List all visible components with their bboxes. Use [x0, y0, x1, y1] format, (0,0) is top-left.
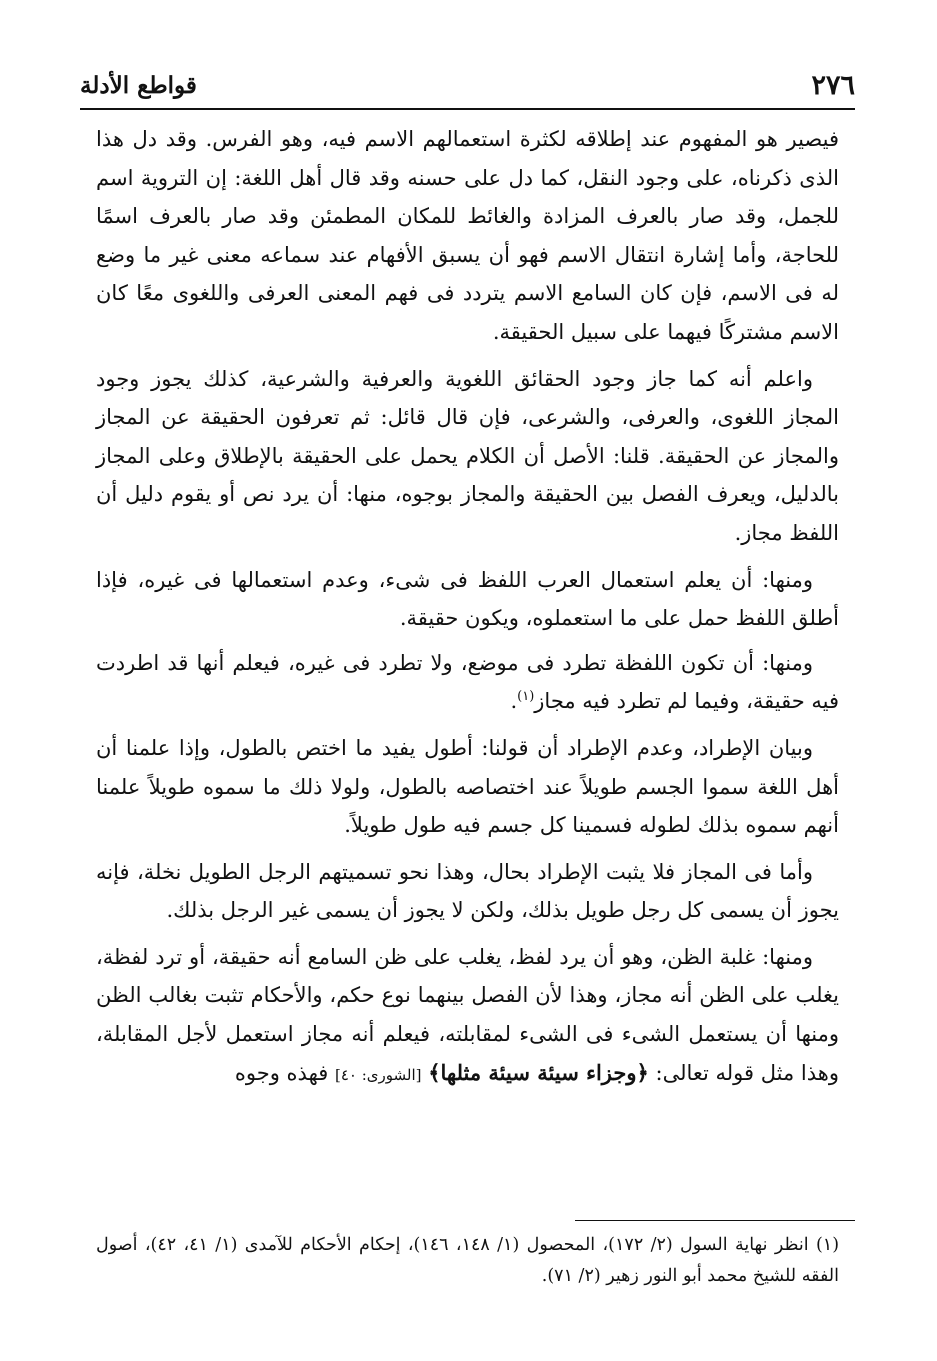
paragraph [96, 938, 839, 1094]
paragraph: واعلم أنه كما جاز وجود الحقائق اللغوية والعرفية والشرعية، كذلك يجوز وجود المجاز اللغوى، والعرفى، والشرعى، فإن قال قائل: ثم تعرفون الحقيقة عن المجاز والمجاز عن الحقيقة. قلنا: الأصل أن الكلام يحمل على الحقيقة بالإطلاق وعلى المجاز بالدليل، ويعرف الفصل بين الحقيقة والمجاز بوجوه، منها: أن يرد نص أو يقوم دليل أن اللفظ مجاز. [96, 366, 839, 545]
paragraph-tail: فهذه وجوه [234, 1060, 335, 1085]
book-title: قواطع الأدلة [80, 71, 197, 99]
quran-reference: [الشورى: ٤٠] [334, 1065, 422, 1084]
page-number: ٢٧٦ [811, 69, 855, 101]
footnotes [96, 1230, 839, 1292]
paragraph: ومنها: أن يعلم استعمال العرب اللفظ فى شىء، وعدم استعمالها فى غيره، فإذا أطلق اللفظ حمل على ما استعملوه، ويكون حقيقة. [96, 567, 839, 631]
paragraph: وأما فى المجاز فلا يثبت الإطراد بحال، وهذا نحو تسميتهم الرجل الطويل نخلة، فإنه يجوز أن يسمى كل رجل طويل بذلك، ولكن لا يجوز أن يسمى غير الرجل بذلك. [96, 859, 839, 923]
footnote-rule [575, 1220, 855, 1221]
footnote: (١) انظر نهاية السول (٢/ ١٧٢)، المحصول (١/ ١٤٨، ١٤٦)، إحكام الأحكام للآمدى (١/ ٤١، ٤٢)، أصول الفقه للشيخ محمد أبو النور زهير (٢/ ٧١). [96, 1235, 840, 1286]
paragraph [96, 644, 839, 721]
running-header [80, 62, 855, 108]
quran-verse: ﴿وجزاء سيئة سيئة مثلها﴾ [428, 1059, 649, 1085]
paragraph-end: . [510, 689, 518, 714]
footnote-marker[interactable]: (١) [517, 689, 535, 705]
paragraph-text: ومنها: غلبة الظن، وهو أن يرد لفظ، يغلب على ظن السامع أنه حقيقة، أو ترد لفظة، يغلب على الظن أنه مجاز، وهذا لأن الفصل بينهما نوع حكم، والأحكام تثبت بغالب الظن ومنها أن يستعمل الشىء فى الشىء لمقابلته، فيعلم أنه مجاز استعمل لأجل المقابلة، وهذا مثل قوله تعالى: [96, 944, 839, 1085]
header-rule [80, 108, 855, 110]
body-text [96, 120, 839, 1102]
paragraph-text: ومنها: أن تكون اللفظة تطرد فى موضع، ولا تطرد فى غيره، فيعلم أنها قد اطردت فيه حقيقة، وفيما لم تطرد فيه مجاز [96, 650, 839, 714]
paragraph: فيصير هو المفهوم عند إطلاقه لكثرة استعمالهم الاسم فيه، وهو الفرس. وقد دل هذا الذى ذكرناه، على وجود النقل، كما دل على حسنه وقد قال أهل اللغة: إن التروية اسم للجمل، وقد صار بالعرف المزادة والغائط للمكان المطمئن وقد صار بالعرف اسمًا للحاجة، وأما إشارة انتقال الاسم فهو أن يسبق الأفهام عند سماعه معنى غير ما وضع له فى الاسم، فإن كان السامع الاسم يتردد فى فهم المعنى العرفى واللغوى معًا كان الاسم مشتركًا فيهما على سبيل الحقيقة. [96, 127, 839, 344]
paragraph: وبيان الإطراد، وعدم الإطراد أن قولنا: أطول يفيد ما اختص بالطول، وإذا علمنا أن أهل اللغة سموا الجسم طويلاً عند اختصاصه بالطول، ولولا ذلك ما سموه طويلاً علمنا أنهم سموه بذلك لطوله فسمينا كل جسم فيه طول طويلاً. [96, 735, 839, 838]
